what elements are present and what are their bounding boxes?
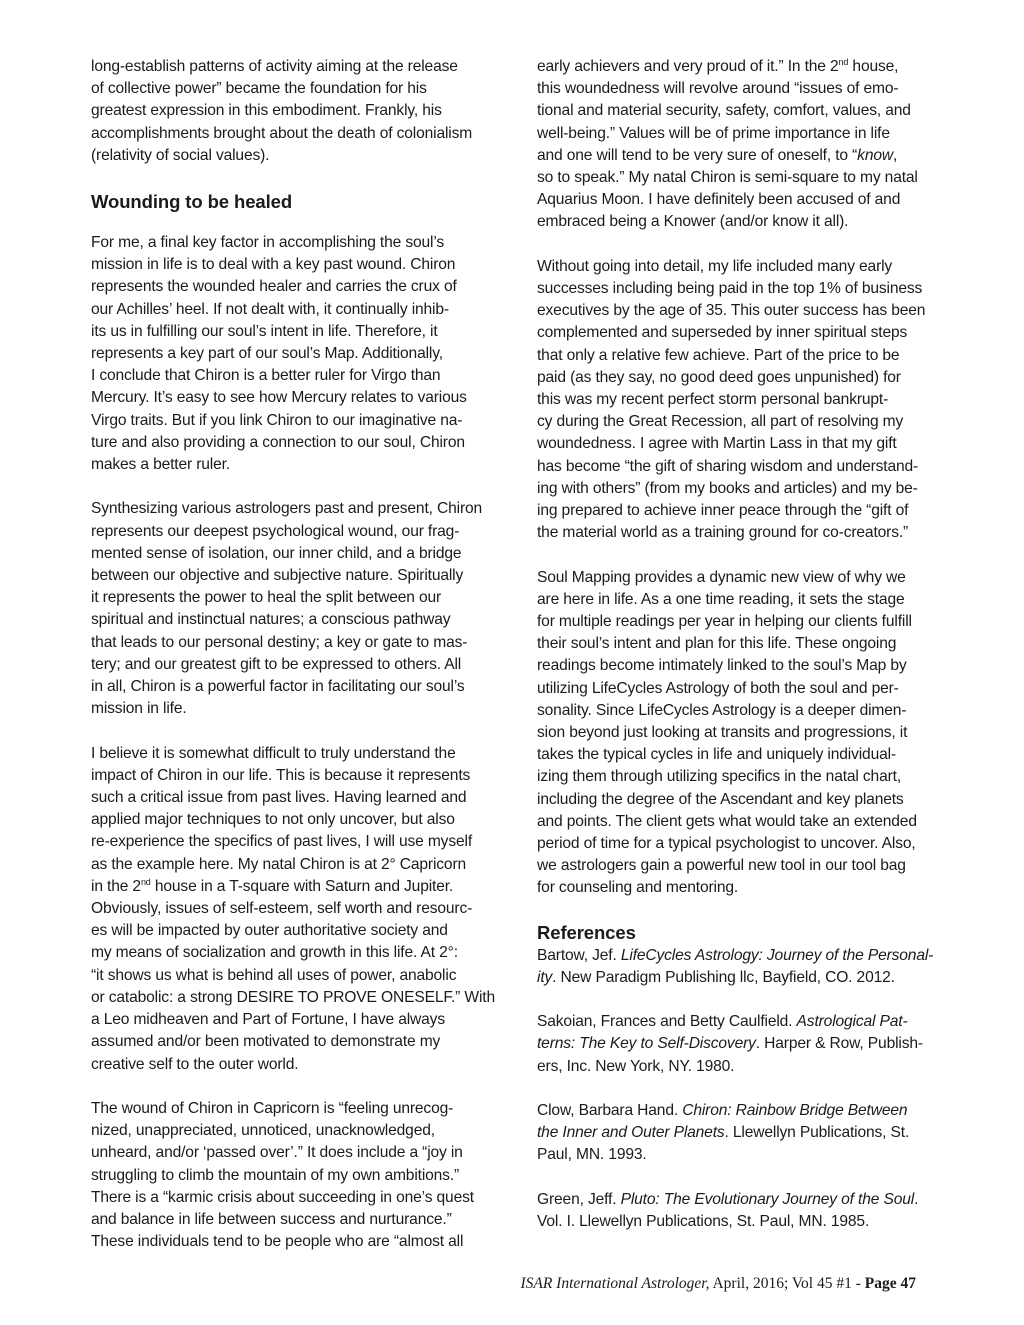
book-title: Astrological Pat-: [796, 1013, 908, 1031]
text-line: executives by the age of 35. This outer success has been: [537, 302, 926, 320]
text-line: [91, 878, 453, 895]
text-line: makes a better ruler.: [91, 456, 230, 474]
text-line: spiritual and instinctual natures; a conscious pathway: [91, 611, 451, 629]
text-line: cy during the Great Recession, all part of resolving my: [537, 413, 904, 431]
text-line: mission in life is to deal with a key past wound. Chiron: [91, 256, 456, 274]
book-title: LifeCycles Astrology: Journey of the Personal-: [620, 946, 934, 964]
text-line: has become “the gift of sharing wisdom and understand-: [537, 457, 919, 475]
paragraph: [537, 567, 969, 900]
text-fragment: Clow, Barbara Hand.: [537, 1102, 683, 1120]
book-title: ity: [537, 968, 553, 986]
text-line: mission in life.: [91, 700, 187, 718]
text-line: paid (as they say, no good deed goes unpunished) for: [537, 368, 901, 386]
book-title: terns: The Key to Self-Discovery: [537, 1035, 756, 1053]
book-title: the Inner and Outer Planets: [537, 1124, 725, 1142]
text-line: as the example here. My natal Chiron is at 2° Capricorn: [91, 855, 467, 873]
book-title: Pluto: The Evolutionary Journey of the Soul: [620, 1190, 915, 1208]
text-line: readings become intimately linked to the soul’s Map by: [537, 657, 907, 675]
text-line: Virgo traits. But if you link Chiron to our imaginative na-: [91, 411, 463, 429]
text-line: the material world as a training ground for co-creators.”: [537, 524, 909, 542]
text-line: These individuals tend to be people who are “almost all: [91, 1233, 464, 1251]
text-line: assumed and/or been motivated to demonstrate my: [91, 1033, 441, 1051]
text-line: There is a “karmic crisis about succeeding in one’s quest: [91, 1188, 474, 1206]
text-line: are here in life. As a one time reading, it sets the stage: [537, 590, 905, 608]
text-fragment: .: [914, 1190, 919, 1208]
paragraph: [537, 256, 969, 545]
text-line: or catabolic: a strong DESIRE TO PROVE ONESELF.” With: [91, 988, 495, 1006]
text-line: represents our deepest psychological wound, our frag-: [91, 522, 460, 540]
text-line: izing them through utilizing specifics in the natal chart,: [537, 768, 902, 786]
text-fragment: house in a T-square with Saturn and Jupiter.: [150, 877, 454, 895]
left-column: [91, 56, 519, 1253]
text-fragment: . New Paradigm Publishing llc, Bayfield, CO. 2012.: [552, 968, 895, 986]
text-line: Obviously, issues of self-esteem, self worth and resourc-: [91, 900, 473, 918]
text-fragment: Paul, MN. 1993.: [537, 1146, 647, 1164]
text-line: es will be impacted by outer authoritative society and: [91, 922, 448, 940]
text-line: in all, Chiron is a powerful factor in facilitating our soul’s: [91, 678, 465, 696]
paragraph: [537, 56, 969, 234]
text-line: takes the typical cycles in life and uniquely individual-: [537, 746, 896, 764]
publication-name: ISAR International Astrologer,: [520, 1275, 710, 1292]
text-line: Aquarius Moon. I have definitely been accused of and: [537, 191, 901, 209]
text-fragment: . Llewellyn Publications, St.: [724, 1124, 910, 1142]
text-line: The wound of Chiron in Capricorn is “feeling unrecog-: [91, 1099, 454, 1117]
text-line: unheard, and/or ‘passed over’.” It does include a “joy in: [91, 1144, 463, 1162]
text-fragment: Sakoian, Frances and Betty Caulfield.: [537, 1013, 797, 1031]
text-line: that only a relative few achieve. Part of the price to be: [537, 346, 900, 364]
text-line: “it shows us what is behind all uses of power, anabolic: [91, 966, 457, 984]
text-fragment: ,: [892, 146, 898, 164]
text-fragment: ers, Inc. New York, NY. 1980.: [537, 1057, 735, 1075]
reference-entry: [537, 1189, 969, 1233]
paragraph: [91, 1098, 519, 1253]
text-line: between our objective and subjective nature. Spiritually: [91, 567, 464, 585]
text-line: I conclude that Chiron is a better ruler for Virgo than: [91, 367, 441, 385]
text-line: Mercury. It’s easy to see how Mercury relates to various: [91, 389, 467, 407]
text-line: applied major techniques to not only uncover, but also: [91, 811, 455, 829]
text-line: long-establish patterns of activity aiming at the release: [91, 58, 458, 75]
text-line: we astrologers gain a powerful new tool in our tool bag: [537, 857, 906, 875]
text-line: accomplishments brought about the death of colonialism: [91, 124, 473, 142]
text-line: sion beyond just looking at transits and progressions, it: [537, 724, 908, 742]
text-line: my means of socialization and growth in this life. At 2°:: [91, 944, 458, 962]
right-column: [537, 56, 969, 1233]
text-line: sonality. Since LifeCycles Astrology is a deeper dimen-: [537, 701, 907, 719]
text-line: embraced being a Knower (and/or know it all).: [537, 213, 849, 231]
text-line: nized, unappreciated, unnoticed, unacknowledged,: [91, 1122, 435, 1140]
text-line: (relativity of social values).: [91, 146, 270, 164]
text-line: Synthesizing various astrologers past and present, Chiron: [91, 500, 483, 518]
text-line: this was my recent perfect storm personal bankrupt-: [537, 391, 889, 409]
text-line: [537, 147, 897, 164]
text-line: re-experience the specifics of past lives, I will use myself: [91, 833, 472, 851]
text-line: for multiple readings per year in helping our clients fulfill: [537, 613, 912, 631]
text-line: Without going into detail, my life included many early: [537, 257, 893, 275]
reference-entry: [537, 945, 969, 989]
text-line: woundedness. I agree with Martin Lass in that my gift: [537, 435, 897, 453]
text-fragment: house,: [848, 58, 899, 75]
text-fragment: in the 2: [91, 877, 141, 895]
text-line: represents a key part of our soul’s Map. Additionally,: [91, 345, 443, 363]
paragraph: [91, 743, 519, 1076]
text-line: impact of Chiron in our life. This is because it represents: [91, 766, 471, 784]
ordinal-superscript: nd: [140, 876, 151, 887]
text-line: For me, a final key factor in accomplishing the soul’s: [91, 234, 445, 252]
text-fragment: and one will tend to be very sure of oneself, to “: [537, 146, 858, 164]
text-fragment: early achievers and very proud of it.” In the 2: [537, 58, 839, 75]
reference-entry: [537, 1011, 969, 1078]
text-line: of collective power” became the foundation for his: [91, 80, 427, 98]
reference-entry: [537, 1100, 969, 1167]
references-heading: References: [537, 921, 636, 943]
text-line: a Leo midheaven and Part of Fortune, I have always: [91, 1011, 445, 1029]
text-line: its us in fulfilling our soul’s intent in life. Therefore, it: [91, 322, 438, 340]
text-line: for counseling and mentoring.: [537, 879, 739, 897]
text-line: ing prepared to achieve inner peace through the “gift of: [537, 502, 909, 520]
text-line: and balance in life between success and nurturance.”: [91, 1210, 452, 1228]
text-line: and points. The client gets what would take an extended: [537, 812, 917, 830]
text-line: successes including being paid in the top 1% of business: [537, 280, 923, 298]
text-line: their soul’s intent and plan for this life. These ongoing: [537, 635, 897, 653]
book-title: Chiron: Rainbow Bridge Between: [682, 1102, 908, 1120]
text-line: utilizing LifeCycles Astrology of both the soul and per-: [537, 679, 899, 697]
text-line: our Achilles’ heel. If not dealt with, it continually inhib-: [91, 300, 449, 318]
text-line: it represents the power to heal the split between our: [91, 589, 442, 607]
text-fragment: Vol. I. Llewellyn Publications, St. Paul, MN. 1985.: [537, 1213, 870, 1231]
text-line: well-being.” Values will be of prime importance in life: [537, 124, 890, 142]
ordinal-superscript: nd: [838, 57, 849, 67]
text-fragment: Green, Jeff.: [537, 1190, 621, 1208]
text-fragment: . Harper & Row, Publish-: [755, 1035, 923, 1053]
page-number: Page 47: [864, 1275, 916, 1292]
text-line: complemented and superseded by inner spiritual steps: [537, 324, 908, 342]
paragraph: [91, 232, 519, 476]
paragraph: [91, 56, 519, 167]
text-line: so to speak.” My natal Chiron is semi-square to my natal: [537, 169, 918, 187]
text-line: ture and also providing a connection to our soul, Chiron: [91, 433, 465, 451]
paragraph: [91, 498, 519, 720]
section-heading: Wounding to be healed: [91, 191, 293, 213]
text-line: ing with others” (from my books and articles) and my be-: [537, 479, 918, 497]
page-footer: [520, 1275, 916, 1293]
issue-info: April, 2016; Vol 45 #1 -: [709, 1275, 865, 1292]
text-line: mented sense of isolation, our inner child, and a bridge: [91, 544, 462, 562]
text-line: [537, 58, 898, 75]
text-line: greatest expression in this embodiment. Frankly, his: [91, 102, 442, 120]
text-line: this woundedness will revolve around “issues of emo-: [537, 80, 899, 98]
text-line: creative self to the outer world.: [91, 1055, 299, 1073]
text-line: struggling to climb the mountain of my own ambitions.”: [91, 1166, 460, 1184]
emphasis-text: know: [857, 146, 893, 164]
text-line: that leads to our personal destiny; a key or gate to mas-: [91, 633, 468, 651]
text-line: including the degree of the Ascendant and key planets: [537, 790, 904, 808]
text-line: period of time for a typical psychologist to uncover. Also,: [537, 835, 916, 853]
text-line: represents the wounded healer and carries the crux of: [91, 278, 457, 296]
text-line: tional and material security, safety, comfort, values, and: [537, 102, 911, 120]
text-line: Soul Mapping provides a dynamic new view of why we: [537, 568, 906, 586]
text-line: I believe it is somewhat difficult to truly understand the: [91, 744, 456, 762]
text-line: such a critical issue from past lives. Having learned and: [91, 789, 467, 807]
text-line: tery; and our greatest gift to be expressed to others. All: [91, 655, 462, 673]
text-fragment: Bartow, Jef.: [537, 946, 621, 964]
